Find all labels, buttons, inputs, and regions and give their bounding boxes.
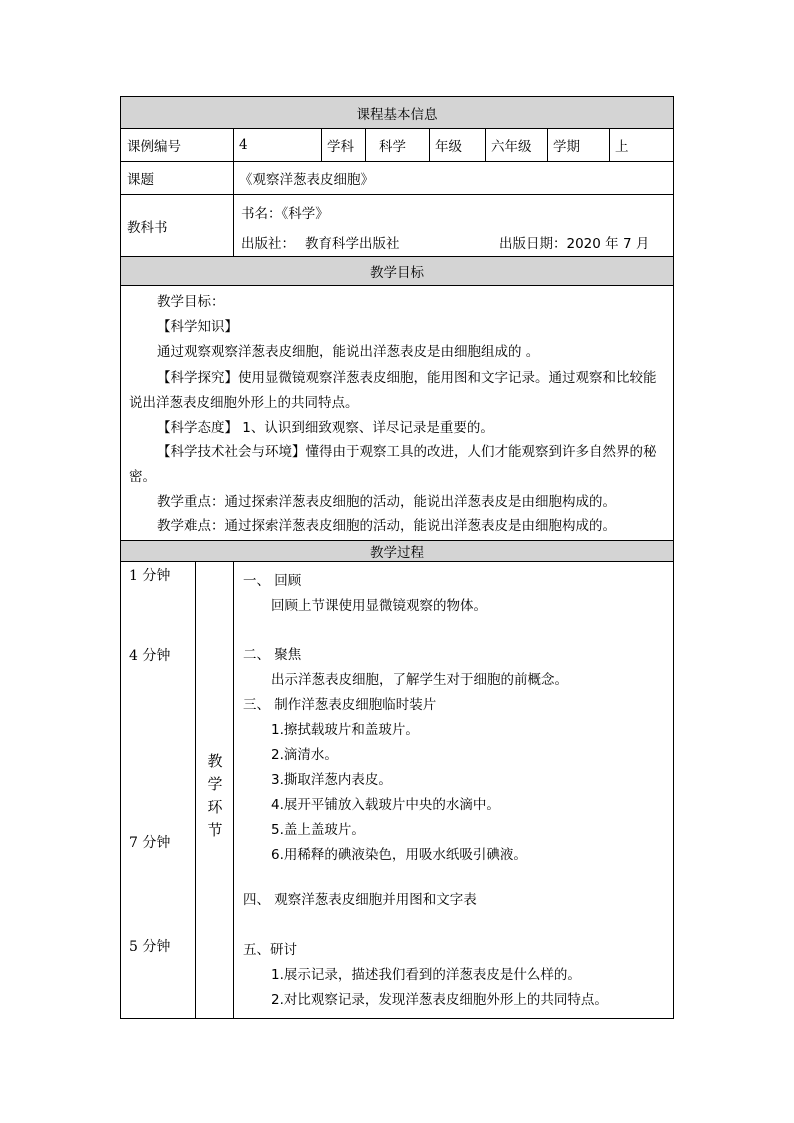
step-1-text: 回顾上节课使用显微镜观察的物体。 [271,598,487,614]
process-title: 教学过程 [370,545,424,561]
step-5-item: 2.对比观察记录，发现洋葱表皮细胞外形上的共同特点。 [271,992,608,1008]
step-3-item: 1.擦拭载玻片和盖玻片。 [271,722,419,738]
term-label: 学期 [553,139,580,155]
section-label-char: 教 [207,752,223,770]
inquiry-text: 【科学探究】使用显微镜观察洋葱表皮细胞，能用图和文字记录。通过观察和比较能说出洋葱表皮细胞外形上的共同特点。 [129,370,657,411]
textbook-label-cell [121,195,233,256]
lesson-plan-table [120,96,674,1019]
step-4-title: 四、 观察洋葱表皮细胞并用图和文字表 [243,892,477,908]
topic-value: 《观察洋葱表皮细胞》 [239,172,374,188]
step-3-title: 三、 制作洋葱表皮细胞临时装片 [243,697,437,713]
subject-label: 学科 [327,139,354,155]
section-label-char: 节 [207,821,223,839]
objectives-heading: 教学目标： [157,294,225,310]
objectives-title: 教学目标 [370,265,424,281]
subject-label-cell [321,129,365,161]
step-5-title: 五、研讨 [243,942,297,958]
publisher-value: 教育科学出版社 [305,236,400,252]
step-1-title: 一、 回顾 [243,573,302,589]
step-3-item: 3.撕取洋葱内表皮。 [271,772,392,788]
knowledge-text: 通过观察观察洋葱表皮细胞，能说出洋葱表皮是由细胞组成的 。 [157,344,540,360]
objectives-header [121,257,673,286]
course-info-title: 课程基本信息 [356,106,438,123]
time-step-4: 5 分钟 [129,939,171,955]
grade-label: 年级 [435,139,462,155]
step-3-item: 6.用稀释的碘液染色，用吸水纸吸引碘液。 [271,847,527,863]
key-point: 教学重点：通过探索洋葱表皮细胞的活动，能说出洋葱表皮是由细胞构成的。 [157,494,616,510]
topic-label: 课题 [127,172,154,188]
book-name: 书名：《科学》 [241,206,329,222]
process-body [121,562,673,1018]
grade-label-cell [429,129,485,161]
publication-date: 出版日期：2020 年 7 月 [499,236,650,252]
subject-value: 科学 [379,139,406,155]
step-2-title: 二、 聚焦 [243,647,302,663]
topic-row [121,162,673,195]
grade-value: 六年级 [491,139,532,155]
process-header [121,540,673,562]
step-3-item: 5.盖上盖玻片。 [271,822,365,838]
time-step-1: 1 分钟 [129,568,171,584]
divider [195,562,196,1018]
code-label: 课例编号 [127,139,181,155]
attitude-text: 【科学态度】 1、认识到细致观察、详尽记录是重要的。 [157,420,494,436]
term-label-cell [547,129,609,161]
divider [233,195,234,256]
code-label-cell [121,129,233,161]
textbook-row [121,195,673,257]
topic-value-cell [233,162,673,194]
step-3-item: 4.展开平铺放入载玻片中央的水滴中。 [271,797,500,813]
divider [233,562,234,1018]
subject-value-cell [365,129,429,161]
section-label-char: 环 [207,798,223,816]
code-value-cell [233,129,321,161]
term-value: 上 [615,139,629,155]
basic-info-row [121,129,673,162]
step-3-item: 2.滴清水。 [271,747,338,763]
section-label [197,750,233,842]
time-step-2: 4 分钟 [129,648,171,664]
term-value-cell [609,129,673,161]
textbook-label: 教科书 [127,219,168,236]
section-label-char: 学 [207,775,223,793]
code-value: 4 [239,137,248,153]
step-5-item: 1.展示记录，描述我们看到的洋葱表皮是什么样的。 [271,967,581,983]
topic-label-cell [121,162,233,194]
grade-value-cell [485,129,547,161]
sts-text: 【科学技术社会与环境】懂得由于观察工具的改进，人们才能观察到许多自然界的秘密。 [129,444,657,485]
course-info-header [121,97,673,129]
difficult-point: 教学难点：通过探索洋葱表皮细胞的活动，能说出洋葱表皮是由细胞构成的。 [157,518,616,534]
time-step-3: 7 分钟 [129,835,171,851]
publisher-label: 出版社： [241,236,295,252]
step-2-text: 出示洋葱表皮细胞，了解学生对于细胞的前概念。 [271,672,568,688]
objectives-body [121,286,673,540]
knowledge-label: 【科学知识】 [157,319,238,335]
